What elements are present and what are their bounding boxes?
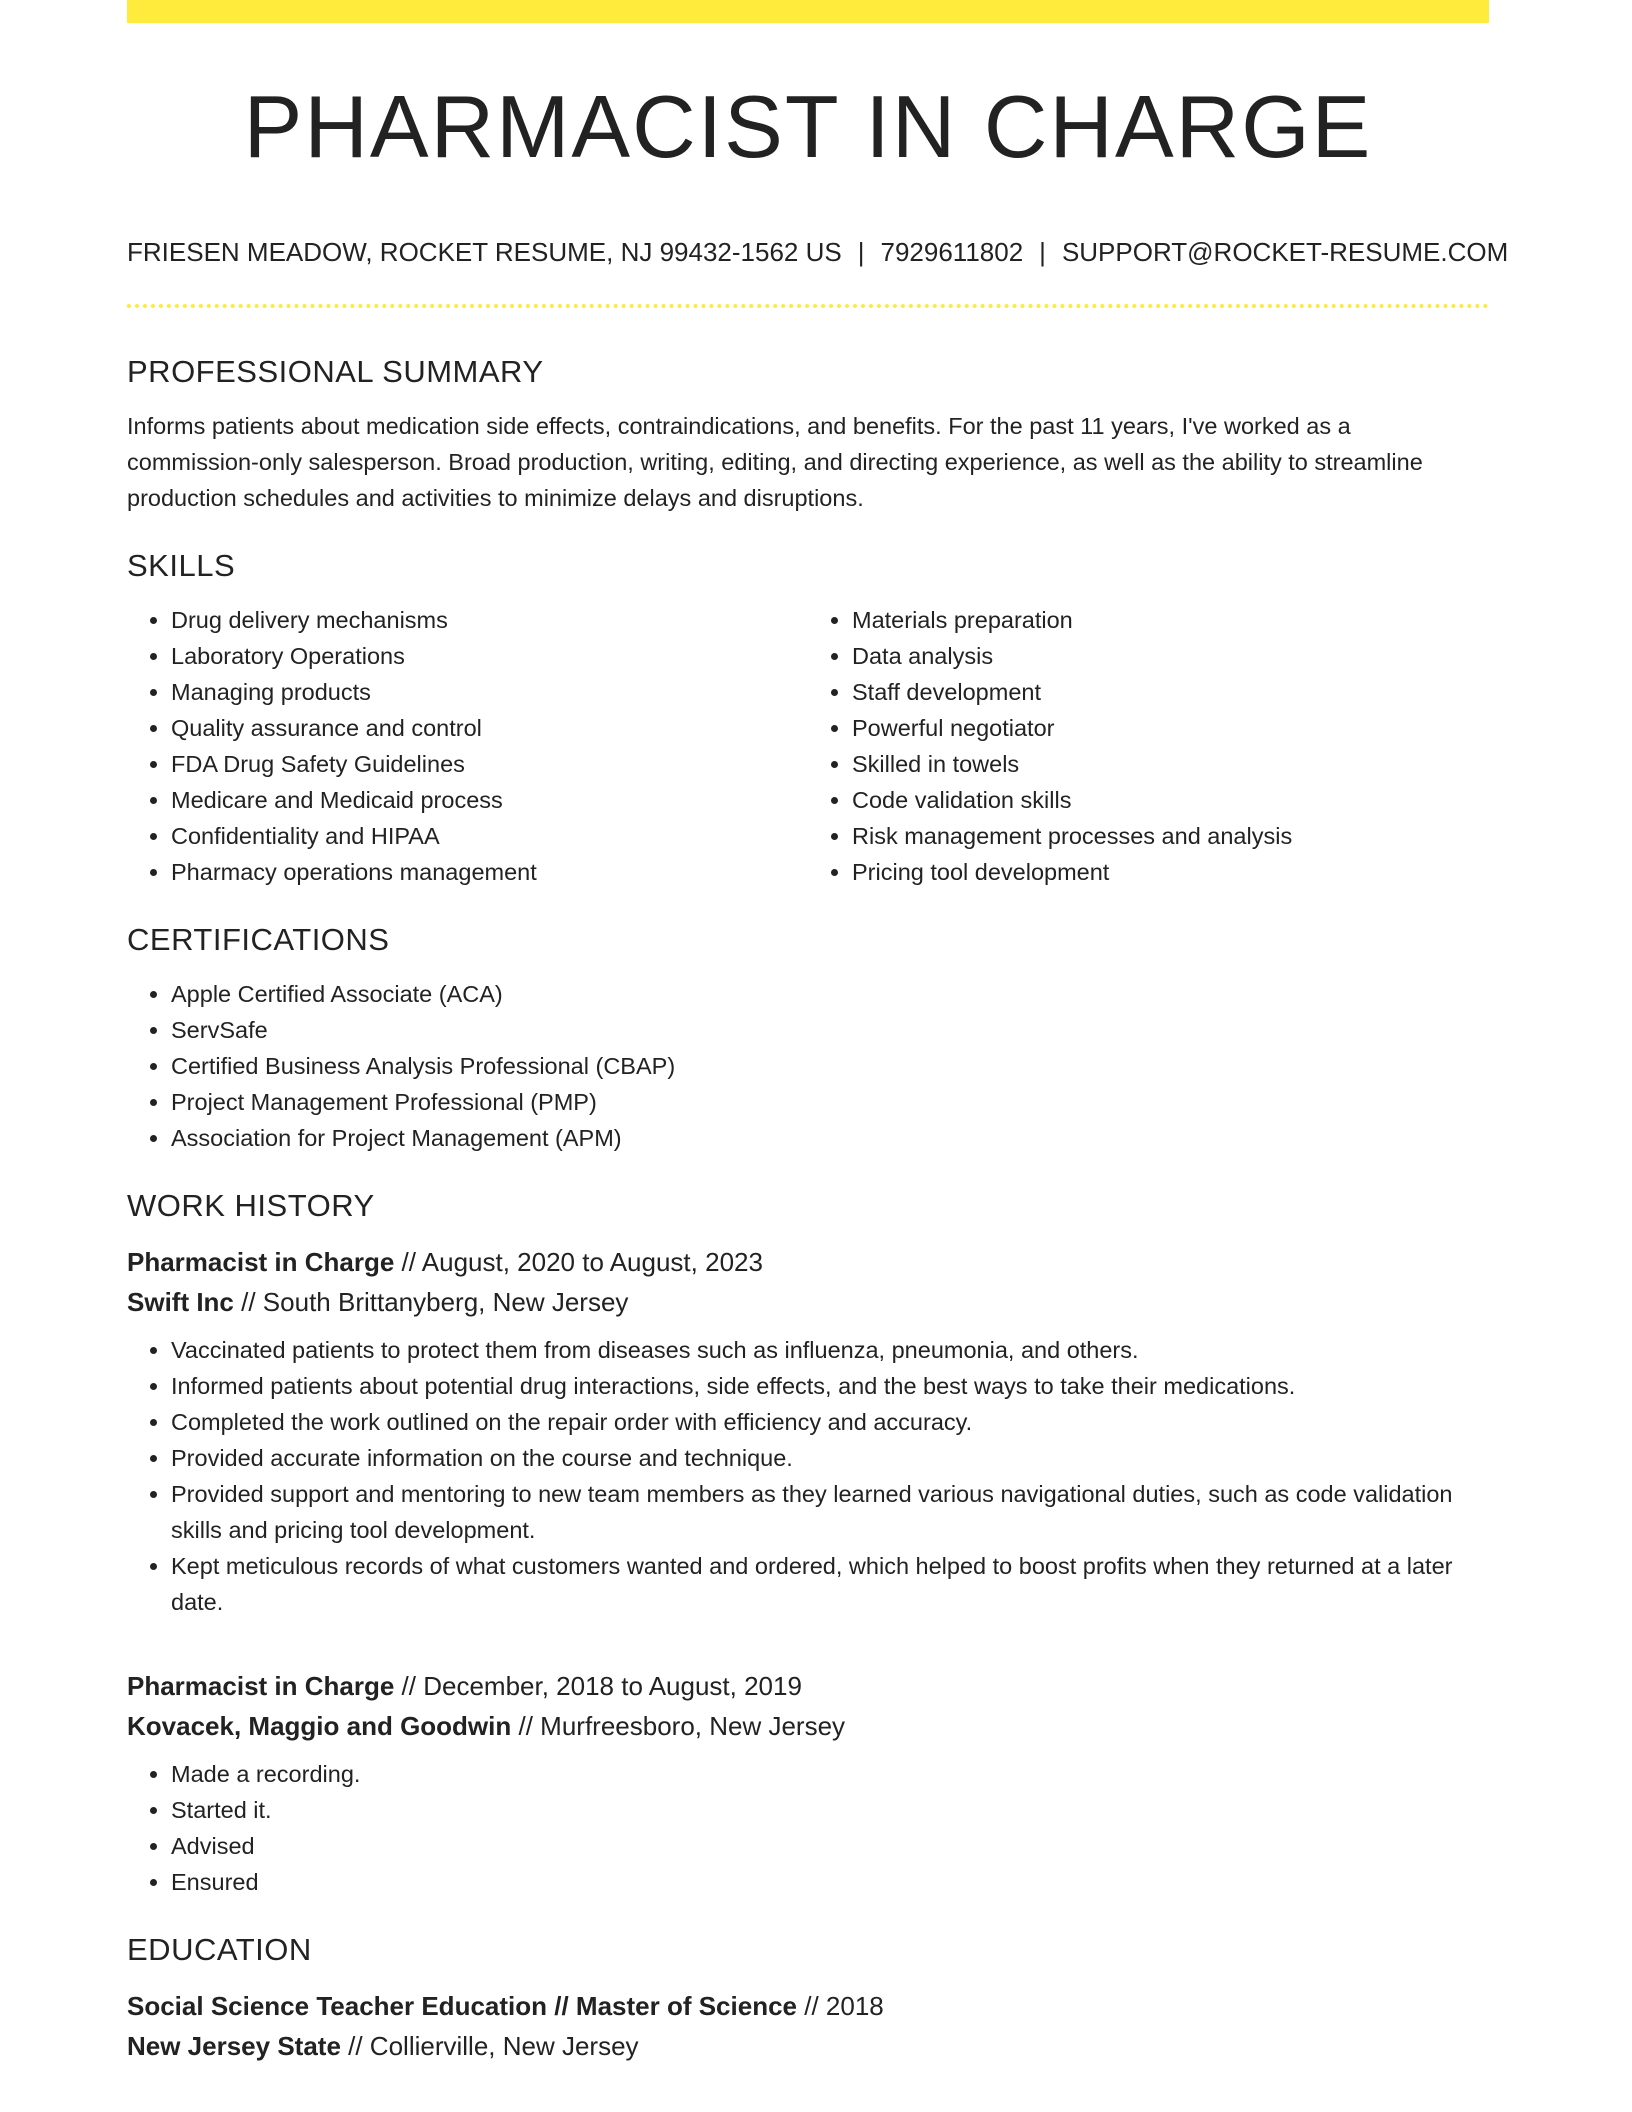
dotted-divider <box>127 304 1489 308</box>
summary-section <box>127 352 1489 516</box>
job-company: Kovacek, Maggio and Goodwin <box>127 1711 512 1741</box>
certifications-section <box>127 920 1489 1156</box>
certification-item: • ServSafe <box>171 1012 1489 1048</box>
job-company-line <box>127 1706 1489 1746</box>
education-school-line <box>127 2026 1489 2066</box>
job-bullet: • Ensured <box>171 1864 1489 1900</box>
skills-list-right <box>808 602 1489 890</box>
job-title-line <box>127 1242 1489 1282</box>
section-heading: SKILLS <box>127 548 236 583</box>
summary-text: Informs patients about medication side effects, contraindications, and benefits. For the past 11 years, I've worked as a commission-only salesperson. Broad production, writing, editing, and directing experience, as well as the ability to streamline production schedules and activities to minimize delays and disruptions. <box>127 413 1423 511</box>
job-bullet: • Kept meticulous records of what customers wanted and ordered, which helped to boost profits when they returned at a later date. <box>171 1548 1489 1620</box>
job-dates: // December, 2018 to August, 2019 <box>401 1671 802 1701</box>
job-header <box>127 1242 1489 1322</box>
certification-item: • Association for Project Management (APM) <box>171 1120 1489 1156</box>
job-location: // Murfreesboro, New Jersey <box>518 1711 846 1741</box>
resume-content <box>127 352 1489 2066</box>
contact-line <box>127 234 1509 270</box>
job-bullet: • Provided accurate information on the course and technique. <box>171 1440 1489 1476</box>
job-bullets <box>127 1756 1489 1900</box>
contact-email: SUPPORT@ROCKET-RESUME.COM <box>1061 237 1509 267</box>
section-heading: PROFESSIONAL SUMMARY <box>127 354 544 389</box>
certification-item: • Project Management Professional (PMP) <box>171 1084 1489 1120</box>
job-bullet: • Made a recording. <box>171 1756 1489 1792</box>
skill-item: • Laboratory Operations <box>171 638 808 674</box>
contact-phone: 7929611802 <box>880 237 1024 267</box>
skill-item: • Managing products <box>171 674 808 710</box>
skill-item: • Confidentiality and HIPAA <box>171 818 808 854</box>
job-title: Pharmacist in Charge <box>127 1671 395 1701</box>
work-history-section <box>127 1186 1489 1900</box>
job-bullet: • Informed patients about potential drug interactions, side effects, and the best ways to take their medications. <box>171 1368 1489 1404</box>
education-header <box>127 1986 1489 2066</box>
job-bullet: • Completed the work outlined on the repair order with efficiency and accuracy. <box>171 1404 1489 1440</box>
job-bullet: • Started it. <box>171 1792 1489 1828</box>
contact-separator: | <box>857 237 865 267</box>
skill-item: • FDA Drug Safety Guidelines <box>171 746 808 782</box>
job-bullets <box>127 1332 1489 1620</box>
skill-item: • Code validation skills <box>852 782 1489 818</box>
skill-item: • Skilled in towels <box>852 746 1489 782</box>
skill-item: • Powerful negotiator <box>852 710 1489 746</box>
education-degree: Social Science Teacher Education // Master of Science <box>127 1991 797 2021</box>
education-school: New Jersey State <box>127 2031 341 2061</box>
education-section <box>127 1930 1489 2066</box>
job-bullet: • Vaccinated patients to protect them from diseases such as influenza, pneumonia, and others. <box>171 1332 1489 1368</box>
certifications-list <box>127 976 1489 1156</box>
job-bullet: • Advised <box>171 1828 1489 1864</box>
education-year: // 2018 <box>804 1991 884 2021</box>
certification-item: • Apple Certified Associate (ACA) <box>171 976 1489 1012</box>
job-title: Pharmacist in Charge <box>127 1247 395 1277</box>
skills-columns <box>127 586 1489 890</box>
skill-item: • Drug delivery mechanisms <box>171 602 808 638</box>
skill-item: • Quality assurance and control <box>171 710 808 746</box>
job-company: Swift Inc <box>127 1287 234 1317</box>
accent-bar <box>127 0 1489 23</box>
certification-item: • Certified Business Analysis Professional (CBAP) <box>171 1048 1489 1084</box>
skills-list-left <box>127 602 808 890</box>
skill-item: • Materials preparation <box>852 602 1489 638</box>
education-location: // Collierville, New Jersey <box>348 2031 639 2061</box>
resume-title: PHARMACIST IN CHARGE <box>243 77 1373 176</box>
skills-section <box>127 546 1489 890</box>
skill-item: • Risk management processes and analysis <box>852 818 1489 854</box>
job-dates: // August, 2020 to August, 2023 <box>401 1247 763 1277</box>
job-company-line <box>127 1282 1489 1322</box>
job-header <box>127 1666 1489 1746</box>
skill-item: • Staff development <box>852 674 1489 710</box>
skill-item: • Medicare and Medicaid process <box>171 782 808 818</box>
skill-item: • Pricing tool development <box>852 854 1489 890</box>
job-location: // South Brittanyberg, New Jersey <box>241 1287 629 1317</box>
section-heading: EDUCATION <box>127 1932 312 1967</box>
contact-address: FRIESEN MEADOW, ROCKET RESUME, NJ 99432-1562 US <box>127 237 842 267</box>
skill-item: • Data analysis <box>852 638 1489 674</box>
section-heading: CERTIFICATIONS <box>127 922 390 957</box>
contact-separator: | <box>1039 237 1046 267</box>
section-heading: WORK HISTORY <box>127 1188 375 1223</box>
job-bullet: • Provided support and mentoring to new team members as they learned various navigational duties, such as code validation skills and pricing tool development. <box>171 1476 1489 1548</box>
skill-item: • Pharmacy operations management <box>171 854 808 890</box>
job-title-line <box>127 1666 1489 1706</box>
education-degree-line <box>127 1986 1489 2026</box>
